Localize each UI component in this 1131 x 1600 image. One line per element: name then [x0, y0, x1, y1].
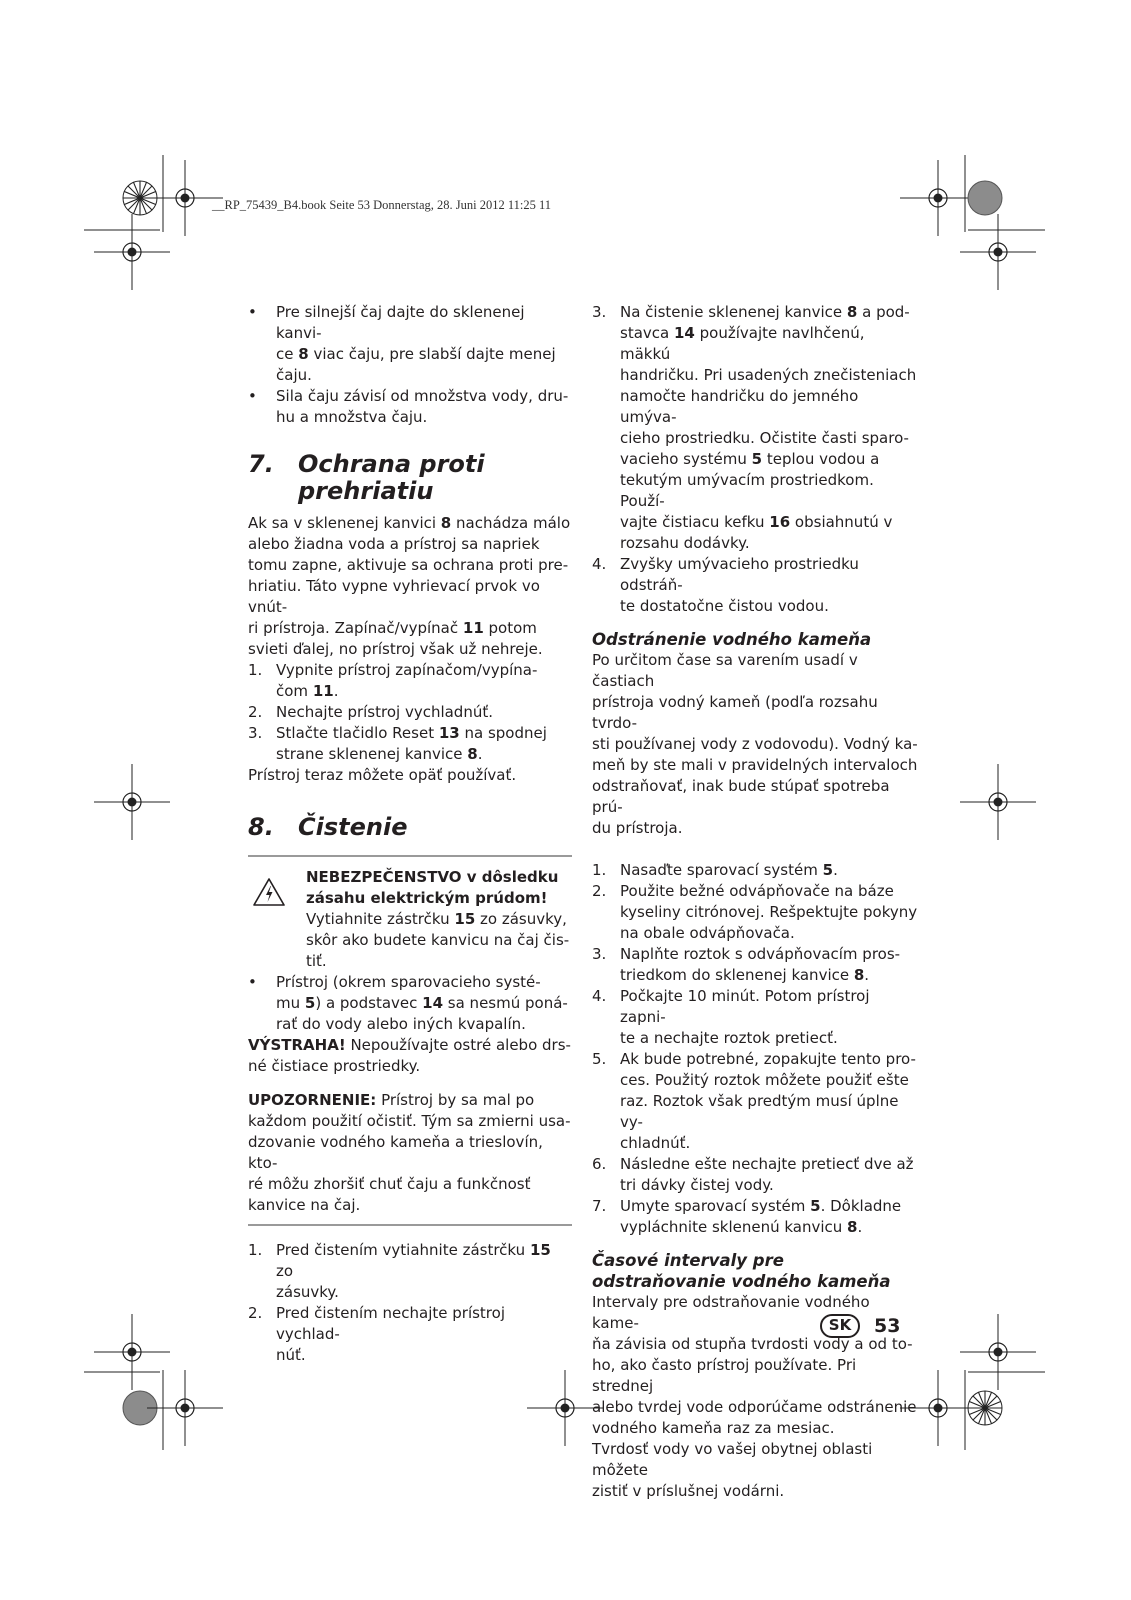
text-line: Naplňte roztok s odvápňovacím pros- — [620, 945, 901, 963]
crosshair-icon — [94, 214, 170, 290]
text-line: dzovanie vodného kameňa a trieslovín, kto- — [248, 1133, 543, 1172]
text-line: du prístroja. — [592, 819, 683, 837]
text-line: Prístroj (okrem sparovacieho systé- — [276, 973, 541, 991]
text-line: Umyte sparovací systém 5. Dôkladne — [620, 1197, 902, 1215]
text-line: Pre silnejší čaj dajte do sklenenej kanvi- — [276, 303, 525, 342]
text-line: ňa závisia od stupňa tvrdosti vody a od to- — [592, 1335, 913, 1353]
list-item: • Pre silnejší čaj dajte do sklenenej kanvi- ce 8 viac čaju, pre slabší dajte menej čaju. — [248, 302, 572, 386]
text-line: Intervaly pre odstraňovanie vodného kame- — [592, 1293, 870, 1332]
text-line: strane sklenenej kanvice 8. — [276, 745, 483, 763]
crosshair-icon — [960, 214, 1036, 290]
list-item: 4. Počkajte 10 minút. Potom prístroj zapni- te a nechajte roztok pretiecť. — [592, 986, 918, 1049]
text-line: hriatiu. Táto vypne vyhrievací prvok vo vnút- — [248, 577, 540, 616]
gray-dot-icon — [968, 181, 1002, 215]
text-line: Pred čistením nechajte prístroj vychlad- — [276, 1304, 505, 1343]
text-line: Pred čistením vytiahnite zástrčku 15 zo — [276, 1241, 551, 1280]
intervals-heading — [592, 1250, 918, 1292]
text-line: kyseliny citrónovej. Rešpektujte pokyny — [620, 903, 918, 921]
text-line: Ak sa v sklenenej kanvici 8 nachádza málo — [248, 514, 571, 532]
text-line: tiť. — [306, 952, 327, 970]
text-line: ré môžu zhoršiť chuť čaju a funkčnosť — [248, 1175, 531, 1193]
list-item: 4. Zvyšky umývacieho prostriedku odstráň- te dostatočne čistou vodou. — [592, 554, 918, 617]
text-line: Stlačte tlačidlo Reset 13 na spodnej — [276, 724, 547, 742]
text-line: ce 8 viac čaju, pre slabší dajte menej — [276, 345, 556, 363]
danger-notice — [248, 867, 572, 972]
text-line: vypláchnite sklenenú kanvicu 8. — [620, 1218, 863, 1236]
list-item: 3. Na čistenie sklenenej kanvice 8 a pod- stavca 14 používajte navlhčenú, mäkkú handričku. Pri usadených znečisteniach namočte handričku do jemného umýva- cieho prostriedku. Očistite časti sparo- vacieho systému 5 teplou vodou a tekutým umývacím prostriedkom. Použí- vajte čistiacu kefku 16 obsiahnutú v rozsahu dodávky. — [592, 303, 917, 552]
text-line: triedkom do sklenenej kanvice 8. — [620, 966, 870, 984]
list-item: 1. Nasaďte sparovací systém 5. — [592, 860, 918, 881]
list-item: 3. Naplňte roztok s odvápňovacím pros- triedkom do sklenenej kanvice 8. — [592, 944, 918, 986]
text-line: skôr ako budete kanvicu na čaj čis- — [306, 931, 570, 949]
text-line: zásuvky. — [276, 1283, 339, 1301]
bullets-top — [248, 302, 572, 428]
text-line: Vypnite prístroj zapínačom/vypína- — [276, 661, 538, 679]
text-line: ho, ako často prístroj používate. Pri strednej — [592, 1356, 857, 1395]
text-line: namočte handričku do jemného umýva- — [620, 387, 859, 426]
text-line: zásahu elektrickým prúdom! — [306, 889, 548, 907]
text-line: alebo žiadna voda a prístroj sa napriek — [248, 535, 540, 553]
text-line: Následne ešte nechajte pretiecť dve až — [620, 1155, 914, 1173]
text-line: Použite bežné odvápňovače na báze — [620, 882, 894, 900]
text-line: Na čistenie sklenenej kanvice 8 a pod- — [620, 303, 910, 321]
section-8-steps — [248, 1240, 572, 1366]
text-line: na obale odvápňovača. — [620, 924, 795, 942]
text-line: tekutým umývacím prostriedkom. Použí- — [620, 471, 874, 510]
text-line: každom použití očistiť. Tým sa zmierni usa- — [248, 1112, 571, 1130]
list-item: 6. Následne ešte nechajte pretiecť dve až tri dávky čistej vody. — [592, 1154, 918, 1196]
text-line: rať do vody alebo iných kvapalín. — [276, 1015, 526, 1033]
crosshair-icon — [94, 1314, 170, 1390]
crosshair-icon — [94, 764, 170, 840]
text-line: Sila čaju závisí od množstva vody, dru- — [276, 387, 569, 405]
list-item: 2. Použite bežné odvápňovače na báze kyseliny citrónovej. Rešpektujte pokyny na obale odvápňovača. — [592, 882, 918, 942]
text-line: tomu zapne, aktivuje sa ochrana proti pre- — [248, 556, 569, 574]
list-item: 2. Nechajte prístroj vychladnúť. — [248, 702, 572, 723]
crosshair-icon — [960, 1314, 1036, 1390]
text-line: Nasaďte sparovací systém 5. — [620, 861, 838, 879]
text-line: chladnúť. — [620, 1134, 691, 1152]
list-item: 5. Ak bude potrebné, zopakujte tento pro- ces. Použitý roztok môžete použiť ešte raz. Roztok však predtým musí úplne vy- chladnúť. — [592, 1049, 918, 1154]
text-line: vacieho systému 5 teplou vodou a — [620, 450, 880, 468]
text-line: sti používanej vody z vodovodu). Vodný ka- — [592, 735, 918, 753]
running-head: __RP_75439_B4.book Seite 53 Donnerstag, 28. Juni 2012 11:25 11 — [212, 198, 552, 212]
text-line: handričku. Pri usadených znečisteniach — [620, 366, 917, 384]
list-item: 1. Vypnite prístroj zapínačom/vypína- čom 11. — [248, 660, 572, 702]
text-line: kanvice na čaj. — [248, 1196, 361, 1214]
text-line: čaju. — [276, 366, 312, 384]
text-line: čom 11. — [276, 682, 339, 700]
text-line: vodného kameňa raz za mesiac. — [592, 1419, 835, 1437]
warning-text — [248, 1035, 572, 1077]
text-line: Vytiahnite zástrčku 15 zo zásuvky, — [306, 910, 567, 928]
text-line: NEBEZPEČENSTVO v dôsledku — [306, 868, 559, 886]
text-line: tri dávky čistej vody. — [620, 1176, 774, 1194]
crosshair-icon — [960, 764, 1036, 840]
section-8-heading: 8. Čistenie — [248, 813, 408, 841]
notice-text — [248, 1090, 572, 1216]
text-line: VÝSTRAHA! Nepoužívajte ostré alebo drs- — [248, 1036, 571, 1054]
text-line: cieho prostriedku. Očistite časti sparo- — [620, 429, 909, 447]
star-target-icon — [968, 1391, 1002, 1425]
text-line: UPOZORNENIE: Prístroj by sa mal po — [248, 1091, 535, 1109]
text-line: te dostatočne čistou vodou. — [620, 597, 829, 615]
text-line: meň by ste mali v pravidelných intervaloch — [592, 756, 918, 774]
crosshair-icon — [147, 1370, 223, 1446]
text-line: Počkajte 10 minút. Potom prístroj zapni- — [620, 987, 870, 1026]
text-line: Ak bude potrebné, zopakujte tento pro- — [620, 1050, 916, 1068]
section-7-closing: Prístroj teraz môžete opäť používať. — [248, 766, 517, 784]
text-line: odstraňovanie vodného kameňa — [592, 1272, 891, 1291]
list-item: 2. Pred čistením nechajte prístroj vychlad- núť. — [248, 1303, 572, 1366]
text-line: Časové intervaly pre — [592, 1251, 784, 1270]
list-item: • Sila čaju závisí od množstva vody, dru- hu a množstva čaju. — [248, 386, 572, 428]
page-footer — [820, 1314, 900, 1338]
text-line: te a nechajte roztok pretiecť. — [620, 1029, 838, 1047]
text-line: Tvrdosť vody vo vašej obytnej oblasti môžete — [592, 1440, 873, 1479]
cleaning-steps-continued — [592, 302, 918, 617]
text-line: Ochrana proti — [298, 450, 485, 478]
text-line: né čistiace prostriedky. — [248, 1057, 421, 1075]
list-item: • Prístroj (okrem sparovacieho systé- mu 5) a podstavec 14 sa nesmú poná- rať do vody alebo iných kvapalín. — [248, 972, 572, 1035]
text-line: prehriatiu — [298, 477, 434, 505]
list-item: 7. Umyte sparovací systém 5. Dôkladne vypláchnite sklenenú kanvicu 8. — [592, 1196, 918, 1238]
left-column — [248, 302, 572, 1366]
text-line: odstraňovať, inak bude stúpať spotreba prú- — [592, 777, 890, 816]
descale-heading: Odstránenie vodného kameňa — [592, 630, 872, 649]
descale-intro — [592, 650, 918, 839]
text-line: núť. — [276, 1346, 306, 1364]
language-badge: SK — [820, 1314, 860, 1338]
text-line: prístroja vodný kameň (podľa rozsahu tvrdo- — [592, 693, 878, 732]
text-line: Nechajte prístroj vychladnúť. — [276, 703, 493, 721]
list-item: 1. Pred čistením vytiahnite zástrčku 15 zo zásuvky. — [248, 1240, 572, 1303]
list-item: 3. Stlačte tlačidlo Reset 13 na spodnej strane sklenenej kanvice 8. — [248, 723, 572, 765]
text-line: ri prístroja. Zapínač/vypínač 11 potom — [248, 619, 537, 637]
section-7-steps — [248, 660, 572, 765]
text-line: mu 5) a podstavec 14 sa nesmú poná- — [276, 994, 568, 1012]
electric-hazard-icon — [252, 877, 286, 907]
text-line: svieti ďalej, no prístroj však už nehreje. — [248, 640, 543, 658]
text-line: stavca 14 používajte navlhčenú, mäkkú — [620, 324, 865, 363]
text-line: Zvyšky umývacieho prostriedku odstráň- — [620, 555, 859, 594]
text-line: Po určitom čase sa varením usadí v častiach — [592, 651, 858, 690]
text-line: alebo tvrdej vode odporúčame odstránenie — [592, 1398, 917, 1416]
section-7-intro — [248, 513, 572, 660]
text-line: zistiť v príslušnej vodárni. — [592, 1482, 785, 1500]
section-7-heading: 7. Ochrana proti prehriatiu — [248, 451, 572, 505]
descale-steps — [592, 860, 918, 1238]
text-line: ces. Použitý roztok môžete použiť ešte — [620, 1071, 909, 1089]
page-number: 53 — [874, 1315, 901, 1337]
text-line: vajte čistiacu kefku 16 obsiahnutú v — [620, 513, 893, 531]
text-line: raz. Roztok však predtým musí úplne vy- — [620, 1092, 899, 1131]
text-line: hu a množstva čaju. — [276, 408, 428, 426]
text-line: rozsahu dodávky. — [620, 534, 750, 552]
